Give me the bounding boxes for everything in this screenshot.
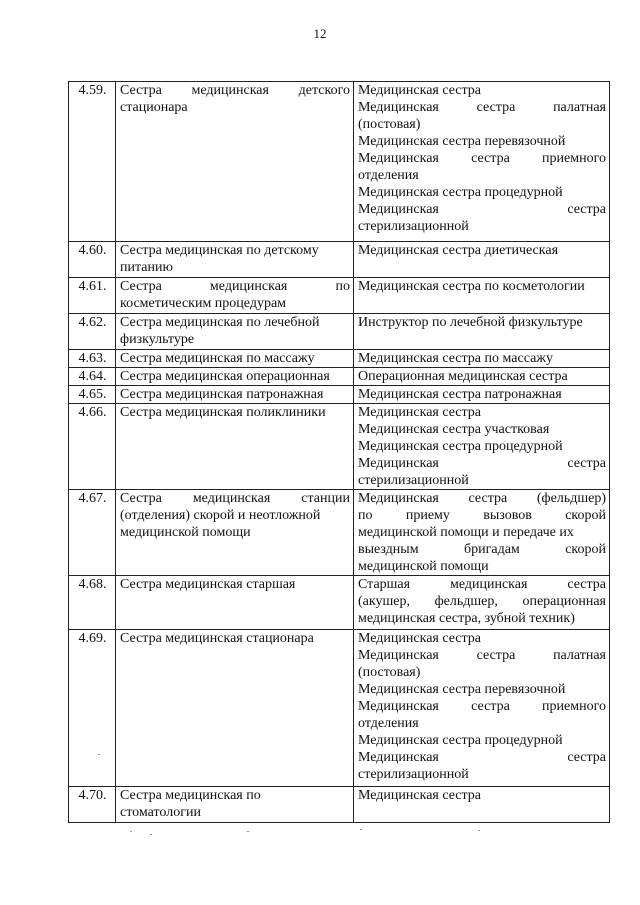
position-list (354, 404, 610, 490)
position-line: Медицинская сестра диетическая (358, 243, 559, 258)
position-list (354, 278, 610, 314)
position-line: Операционная медицинская сестра (358, 369, 568, 384)
position-line: Старшая медицинская сестра (358, 577, 606, 592)
position-line: Медицинская сестра (358, 202, 606, 217)
profession-title (116, 576, 354, 630)
table-row (69, 787, 610, 823)
position-list (354, 630, 610, 787)
position-line: стерилизационной (358, 219, 469, 234)
profession-title (116, 242, 354, 278)
position-line: Медицинская сестра процедурной (358, 439, 563, 454)
page-number: 12 (313, 26, 327, 41)
profession-title-line: стационара (120, 100, 188, 115)
profession-title-line: Сестра медицинская старшая (120, 577, 296, 592)
profession-title-line: Сестра медицинская патронажная (120, 387, 324, 402)
profession-title (116, 630, 354, 787)
profession-title (116, 386, 354, 404)
table-row (69, 630, 610, 787)
profession-title (116, 82, 354, 242)
row-number: 4.67. (69, 490, 116, 576)
position-line: (постовая) (358, 117, 421, 132)
profession-title-line: Сестра медицинская по лечебной (120, 315, 320, 330)
position-line: Медицинская сестра процедурной (358, 185, 563, 200)
profession-title-line: Сестра медицинская станции (120, 491, 350, 506)
table-row (69, 350, 610, 368)
profession-title (116, 314, 354, 350)
profession-title (116, 404, 354, 490)
row-number: 4.59. (69, 82, 116, 242)
position-line: по приему вызовов скорой (358, 508, 606, 523)
table-body (69, 82, 610, 823)
position-line: Медицинская сестра перевязочной (358, 134, 566, 149)
row-number: 4.63. (69, 350, 116, 368)
profession-title-line: стоматологии (120, 805, 201, 820)
table-row (69, 278, 610, 314)
position-list (354, 314, 610, 350)
profession-title-line: Сестра медицинская детского (120, 83, 350, 98)
row-number: 4.64. (69, 368, 116, 386)
table-row (69, 314, 610, 350)
row-number: 4.66. (69, 404, 116, 490)
position-line: Медицинская сестра перевязочной (358, 682, 566, 697)
position-line: отделения (358, 168, 419, 183)
profession-title (116, 278, 354, 314)
profession-title (116, 368, 354, 386)
profession-title (116, 787, 354, 823)
position-line: медицинская сестра, зубной техник) (358, 611, 575, 626)
position-list (354, 242, 610, 278)
profession-title (116, 490, 354, 576)
position-line: Медицинская сестра (358, 631, 482, 646)
position-line: Медицинская сестра (358, 750, 606, 765)
position-line: Медицинская сестра участковая (358, 422, 550, 437)
table-row (69, 242, 610, 278)
table-row (69, 576, 610, 630)
row-number: 4.61. (69, 278, 116, 314)
row-number: 4.62. (69, 314, 116, 350)
position-line: Медицинская сестра (фельдшер) (358, 491, 606, 506)
position-line: Медицинская сестра (358, 405, 482, 420)
position-line: Медицинская сестра приемного (358, 699, 606, 714)
position-line: Медицинская сестра палатная (358, 100, 606, 115)
table-row (69, 82, 610, 242)
profession-title-line: (отделения) скорой и неотложной (120, 508, 321, 523)
position-line: медицинской помощи (358, 559, 489, 574)
position-line: (акушер, фельдшер, операционная (358, 594, 606, 609)
table-row (69, 404, 610, 490)
position-line: Медицинская сестра по массажу (358, 351, 553, 366)
position-line: выездным бригадам скорой (358, 542, 606, 557)
row-number: 4.60. (69, 242, 116, 278)
profession-title-line: физкультуре (120, 332, 195, 347)
profession-title-line: косметическим процедурам (120, 296, 287, 311)
position-line: медицинской помощи и передаче их (358, 525, 574, 540)
profession-title (116, 350, 354, 368)
profession-title-line: питанию (120, 260, 173, 275)
profession-title-line: Сестра медицинская операционная (120, 369, 330, 384)
position-line: Инструктор по лечебной физкультуре (358, 315, 583, 330)
table-row (69, 368, 610, 386)
position-line: Медицинская сестра (358, 456, 606, 471)
position-line: Медицинская сестра приемного (358, 151, 606, 166)
profession-title-line: Сестра медицинская по (120, 788, 261, 803)
profession-title-line: Сестра медицинская поликлиники (120, 405, 326, 420)
positions-table (68, 81, 610, 823)
row-number: 4.65. (69, 386, 116, 404)
position-list (354, 368, 610, 386)
position-list (354, 576, 610, 630)
table-row (69, 490, 610, 576)
position-list (354, 490, 610, 576)
table-row (69, 386, 610, 404)
position-line: Медицинская сестра (358, 788, 482, 803)
row-number: 4.70. (69, 787, 116, 823)
position-line: отделения (358, 716, 419, 731)
position-line: Медицинская сестра палатная (358, 648, 606, 663)
position-line: Медицинская сестра процедурной (358, 733, 563, 748)
position-list (354, 386, 610, 404)
position-line: стерилизационной (358, 473, 469, 488)
position-line: Медицинская сестра по косметологии (358, 279, 585, 294)
profession-title-line: Сестра медицинская по детскому (120, 243, 319, 258)
position-list (354, 350, 610, 368)
profession-title-line: медицинской помощи (120, 525, 251, 540)
row-number: 4.68. (69, 576, 116, 630)
position-line: Медицинская сестра патронажная (358, 387, 562, 402)
position-line: Медицинская сестра (358, 83, 482, 98)
row-number: 4.69. (69, 630, 116, 787)
position-list (354, 82, 610, 242)
position-line: стерилизационной (358, 767, 469, 782)
position-line: (постовая) (358, 665, 421, 680)
profession-title-line: Сестра медицинская по (120, 279, 350, 294)
profession-title-line: Сестра медицинская по массажу (120, 351, 315, 366)
profession-title-line: Сестра медицинская стационара (120, 631, 314, 646)
position-list (354, 787, 610, 823)
